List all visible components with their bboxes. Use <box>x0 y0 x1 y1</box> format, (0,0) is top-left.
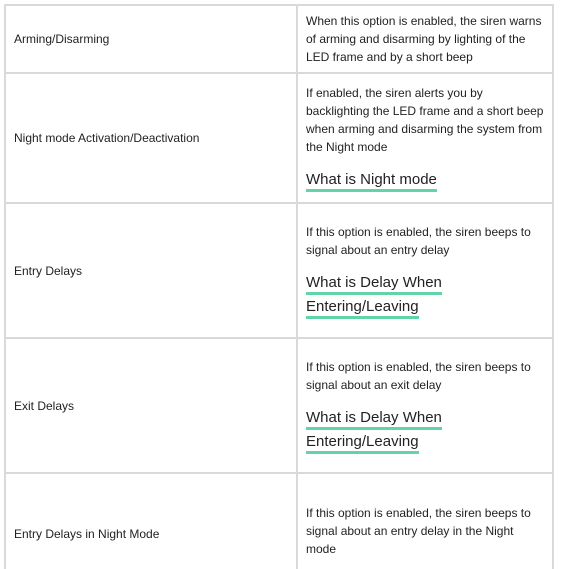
option-cell <box>5 5 297 73</box>
option-label: Entry Delays in Night Mode <box>14 527 160 541</box>
option-label: Entry Delays <box>14 263 83 278</box>
description-text: When this option is enabled, the siren warns of arming and disarming by lighting of the LED frame and by a short beep <box>306 14 542 64</box>
description-text: If this option is enabled, the siren beeps to signal about an entry delay in the Night mode <box>306 506 531 556</box>
option-cell <box>5 338 297 473</box>
table-row <box>5 203 553 338</box>
table-row <box>5 5 553 73</box>
delay-link-line2: Entering/Leaving <box>306 297 419 315</box>
option-label: Arming/Disarming <box>14 32 110 46</box>
option-label: Exit Delays <box>14 398 75 413</box>
siren-settings-table <box>4 4 554 569</box>
night-mode-link[interactable]: What is Night mode <box>306 171 437 192</box>
description-text: If this option is enabled, the siren beeps to signal about an exit delay <box>306 359 531 392</box>
option-cell <box>5 203 297 338</box>
description-text: If this option is enabled, the siren beeps to signal about an entry delay <box>306 224 531 257</box>
description-cell <box>297 338 553 473</box>
delay-link[interactable] <box>306 409 442 454</box>
description-cell <box>297 73 553 203</box>
table-row <box>5 473 553 569</box>
delay-link[interactable] <box>306 274 442 319</box>
description-cell <box>297 5 553 73</box>
option-label: Night mode Activation/Deactivation <box>14 131 200 145</box>
description-cell <box>297 473 553 569</box>
description-text: If enabled, the siren alerts you by backlighting the LED frame and a short beep when arming and disarming the system from the Night mode <box>306 86 544 154</box>
option-cell <box>5 473 297 569</box>
delay-link-line1: What is Delay When <box>306 273 442 291</box>
delay-link-line1: What is Delay When <box>306 408 442 426</box>
description-cell <box>297 203 553 338</box>
table-row <box>5 73 553 203</box>
option-cell <box>5 73 297 203</box>
table-row <box>5 338 553 473</box>
delay-link-line2: Entering/Leaving <box>306 432 419 450</box>
